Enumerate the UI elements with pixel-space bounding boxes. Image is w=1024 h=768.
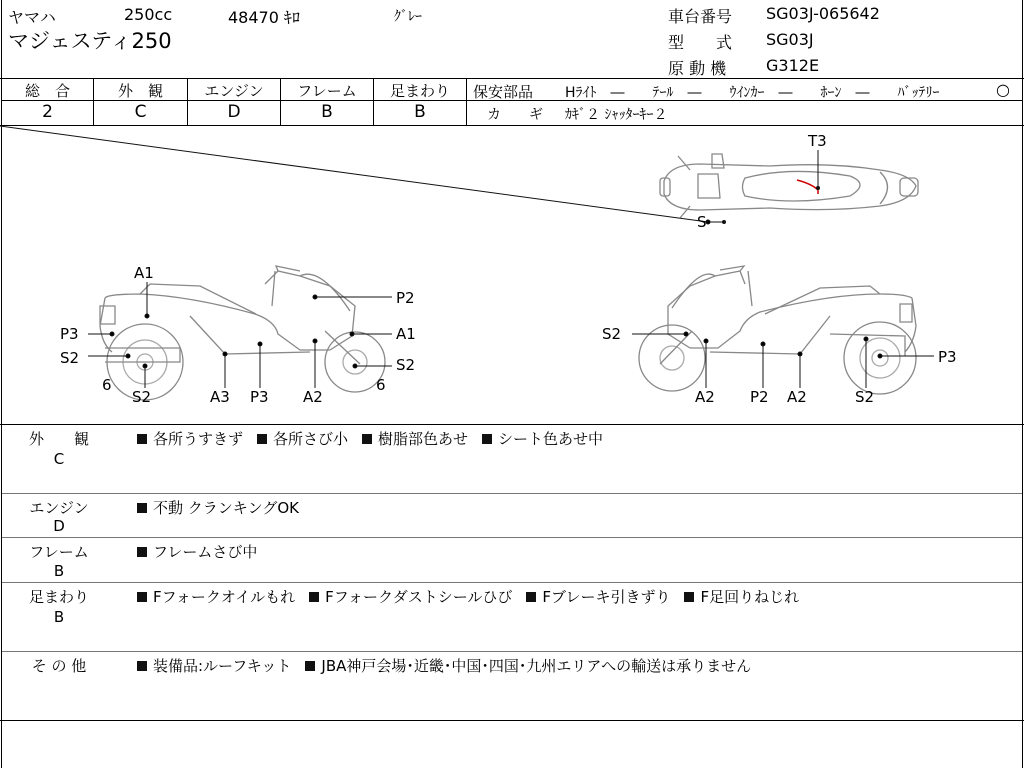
condition-item: 各所うすきず <box>137 430 243 448</box>
bullet-icon <box>305 661 315 671</box>
damage-point <box>313 295 317 299</box>
condition-item: シート色あせ中 <box>482 430 603 448</box>
damage-code-label: A1 <box>396 325 416 343</box>
engine-code: G312E <box>766 56 820 75</box>
damage-point <box>878 354 882 358</box>
model-name: マジェスティ250 <box>8 29 172 53</box>
model-code-label: 型 式 <box>668 33 733 52</box>
safety-items: Hﾗｲﾄ ― ﾃｰﾙ ― ｳｲﾝｶｰ ― ﾎｰﾝ ― ﾊﾞｯﾃﾘｰ <box>565 85 954 101</box>
damage-point <box>143 364 147 368</box>
condition-item: Fブレーキ引きずり <box>526 588 670 606</box>
bullet-icon <box>684 592 694 602</box>
section-engine-items <box>137 497 313 518</box>
bullet-icon <box>482 434 492 444</box>
damage-code-label: A3 <box>210 388 230 406</box>
damage-code-label: A2 <box>787 388 807 406</box>
maker: ヤマハ <box>8 8 56 27</box>
bullet-icon <box>257 434 267 444</box>
bullet-icon <box>309 592 319 602</box>
condition-item: 樹脂部色あせ <box>362 430 468 448</box>
damage-code-label: S2 <box>60 349 80 367</box>
grade-frame-label: フレーム <box>297 82 357 100</box>
condition-item: 各所さび小 <box>257 430 348 448</box>
damage-code-label: A2 <box>303 388 323 406</box>
damage-code-label: P3 <box>250 388 269 406</box>
damage-code-label: S2 <box>396 356 416 374</box>
damage-point <box>258 342 262 346</box>
damage-point <box>350 332 354 336</box>
grade-engine-value: D <box>227 102 241 122</box>
section-frame-grade: B <box>53 562 65 580</box>
frame-no: SG03J-065642 <box>766 4 880 23</box>
damage-point <box>126 354 130 358</box>
damage-diagram <box>0 126 1024 424</box>
model-code: SG03J <box>766 30 814 49</box>
damage-point <box>684 332 688 336</box>
damage-point <box>761 342 765 346</box>
damage-point <box>798 352 802 356</box>
section-frame-label: フレーム <box>29 543 89 561</box>
damage-point <box>145 314 149 318</box>
frame-no-label: 車台番号 <box>668 7 733 26</box>
damage-code-label: T3 <box>808 132 827 150</box>
damage-code-label: A1 <box>134 264 154 282</box>
damage-code-label: S2 <box>602 325 622 343</box>
bullet-icon <box>137 547 147 557</box>
condition-item: 装備品:ルーフキット <box>137 657 291 675</box>
damage-code-label: P3 <box>60 325 79 343</box>
damage-code-label: P2 <box>750 388 769 406</box>
damage-code-label: S <box>697 213 707 231</box>
section-frame-items <box>137 541 271 562</box>
condition-item: F足回りねじれ <box>684 588 799 606</box>
damage-point <box>110 332 114 336</box>
scooter-right-view <box>639 266 916 394</box>
section-suspension-label: 足まわり <box>28 588 89 606</box>
bullet-icon <box>526 592 536 602</box>
key-value: ｶｷﾞ２ ｼｬｯﾀｰｷｰ２ <box>565 107 668 123</box>
damage-point <box>864 337 868 341</box>
damage-code-label: P3 <box>938 348 957 366</box>
condition-item: フレームさび中 <box>137 543 257 561</box>
grade-engine-label: エンジン <box>204 82 264 100</box>
condition-item: Fフォークダストシールひび <box>309 588 512 606</box>
damage-point <box>353 364 357 368</box>
section-other-label: そ の 他 <box>31 657 87 675</box>
grade-suspension-label: 足まわり <box>389 82 450 100</box>
section-suspension-grade: B <box>53 608 65 626</box>
scooter-left-view <box>100 266 385 400</box>
bullet-icon <box>362 434 372 444</box>
engine-code-label: 原 動 機 <box>668 59 727 78</box>
damage-code-label: S2 <box>132 388 152 406</box>
scooter-top-view <box>660 154 918 218</box>
bullet-icon <box>137 434 147 444</box>
bullet-icon <box>137 503 147 513</box>
damage-point <box>704 339 708 343</box>
scratch-mark <box>797 180 818 194</box>
battery-mark: ○ <box>996 80 1010 99</box>
grade-frame-value: B <box>321 102 333 122</box>
color: ｸﾞﾚｰ <box>394 9 422 25</box>
grade-total-value: 2 <box>42 102 53 122</box>
safety-label: 保安部品 <box>473 83 534 101</box>
pointer-line <box>0 126 708 222</box>
displacement: 250cc <box>124 5 173 24</box>
key-label: カ ギ <box>487 107 543 123</box>
condition-item: 不動 クランキングOK <box>137 499 299 517</box>
mileage: 48470 ｷﾛ <box>228 8 300 27</box>
bullet-icon <box>137 592 147 602</box>
grade-exterior-label: 外 観 <box>117 82 163 100</box>
damage-point <box>223 352 227 356</box>
damage-point <box>313 339 317 343</box>
section-exterior-items <box>137 428 617 449</box>
section-engine-label: エンジン <box>29 499 89 517</box>
damage-code-label: A2 <box>695 388 715 406</box>
section-engine-grade: D <box>53 517 65 535</box>
damage-code-label: 6 <box>376 376 386 394</box>
section-exterior-label: 外 観 <box>28 430 89 448</box>
grade-total-label: 総 合 <box>24 82 70 100</box>
damage-code-label: S2 <box>855 388 875 406</box>
damage-code-label: P2 <box>396 289 415 307</box>
section-exterior-grade: C <box>53 450 65 468</box>
damage-code-label: 6 <box>102 376 112 394</box>
bullet-icon <box>137 661 147 671</box>
damage-point <box>706 220 710 224</box>
section-suspension-items <box>137 586 813 607</box>
condition-item: JBA神戸会場･近畿･中国･四国･九州エリアへの輸送は承りません <box>305 657 751 675</box>
grade-suspension-value: B <box>414 102 426 122</box>
grade-exterior-value: C <box>134 102 147 122</box>
condition-item: Fフォークオイルもれ <box>137 588 295 606</box>
section-other-items <box>137 655 765 676</box>
